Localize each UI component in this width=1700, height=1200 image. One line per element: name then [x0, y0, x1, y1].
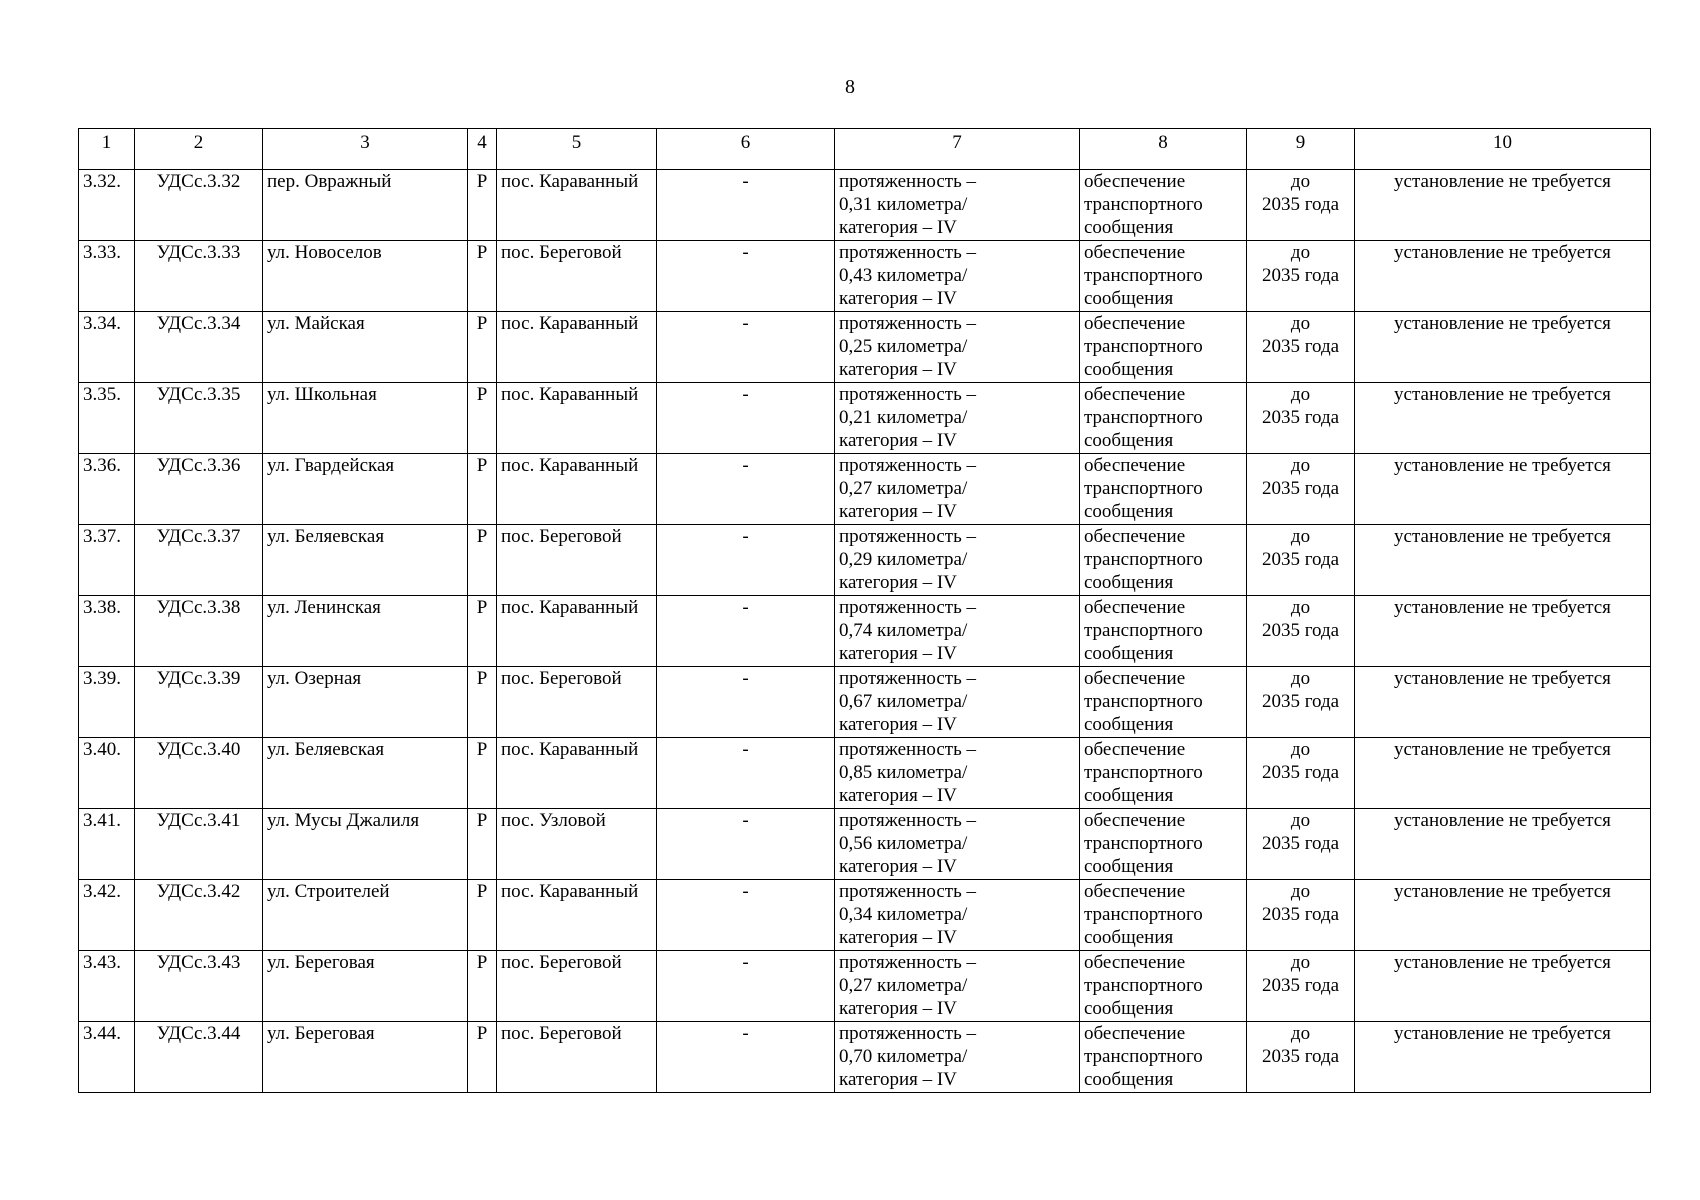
object-code-cell: УДСс.3.34	[135, 312, 263, 383]
row-number-cell: 3.33.	[79, 241, 135, 312]
significance-code-cell: Р	[468, 880, 497, 951]
significance-code-cell: Р	[468, 809, 497, 880]
row-number-cell: 3.44.	[79, 1022, 135, 1093]
zone-requirement-cell: установление не требуется	[1355, 951, 1651, 1022]
row-number-cell: 3.32.	[79, 170, 135, 241]
column-header-7: 7	[835, 129, 1080, 170]
locality-cell: пос. Караванный	[497, 454, 657, 525]
table-row	[79, 1022, 1651, 1093]
implementation-term-cell: до 2035 года	[1247, 809, 1355, 880]
locality-cell: пос. Береговой	[497, 951, 657, 1022]
table-row	[79, 170, 1651, 241]
object-code-cell: УДСс.3.33	[135, 241, 263, 312]
object-parameters-cell: протяженность – 0,56 километра/ категория – IV	[835, 809, 1080, 880]
object-code-cell: УДСс.3.32	[135, 170, 263, 241]
row-number-cell: 3.43.	[79, 951, 135, 1022]
object-purpose-cell: обеспечение транспортного сообщения	[1080, 1022, 1247, 1093]
column-6-value-cell: -	[657, 596, 835, 667]
object-parameters-cell: протяженность – 0,25 километра/ категория – IV	[835, 312, 1080, 383]
table-row	[79, 525, 1651, 596]
column-6-value-cell: -	[657, 809, 835, 880]
table-row	[79, 880, 1651, 951]
implementation-term-cell: до 2035 года	[1247, 241, 1355, 312]
column-header-2: 2	[135, 129, 263, 170]
table-row	[79, 738, 1651, 809]
table-row	[79, 241, 1651, 312]
significance-code-cell: Р	[468, 667, 497, 738]
zone-requirement-cell: установление не требуется	[1355, 454, 1651, 525]
locality-cell: пос. Узловой	[497, 809, 657, 880]
object-code-cell: УДСс.3.42	[135, 880, 263, 951]
implementation-term-cell: до 2035 года	[1247, 1022, 1355, 1093]
register-table	[78, 128, 1651, 1093]
street-name-cell: ул. Беляевская	[263, 738, 468, 809]
implementation-term-cell: до 2035 года	[1247, 454, 1355, 525]
object-parameters-cell: протяженность – 0,34 километра/ категория – IV	[835, 880, 1080, 951]
object-code-cell: УДСс.3.43	[135, 951, 263, 1022]
column-header-1: 1	[79, 129, 135, 170]
column-6-value-cell: -	[657, 170, 835, 241]
implementation-term-cell: до 2035 года	[1247, 383, 1355, 454]
street-name-cell: ул. Береговая	[263, 1022, 468, 1093]
object-code-cell: УДСс.3.39	[135, 667, 263, 738]
zone-requirement-cell: установление не требуется	[1355, 596, 1651, 667]
table-row	[79, 667, 1651, 738]
column-6-value-cell: -	[657, 1022, 835, 1093]
column-6-value-cell: -	[657, 241, 835, 312]
locality-cell: пос. Караванный	[497, 596, 657, 667]
significance-code-cell: Р	[468, 383, 497, 454]
street-name-cell: ул. Мусы Джалиля	[263, 809, 468, 880]
object-parameters-cell: протяженность – 0,29 километра/ категория – IV	[835, 525, 1080, 596]
object-purpose-cell: обеспечение транспортного сообщения	[1080, 951, 1247, 1022]
column-6-value-cell: -	[657, 383, 835, 454]
header-row	[79, 129, 1651, 170]
object-code-cell: УДСс.3.35	[135, 383, 263, 454]
locality-cell: пос. Караванный	[497, 312, 657, 383]
page-number: 8	[845, 76, 855, 98]
locality-cell: пос. Береговой	[497, 667, 657, 738]
significance-code-cell: Р	[468, 454, 497, 525]
object-purpose-cell: обеспечение транспортного сообщения	[1080, 383, 1247, 454]
column-6-value-cell: -	[657, 880, 835, 951]
zone-requirement-cell: установление не требуется	[1355, 667, 1651, 738]
zone-requirement-cell: установление не требуется	[1355, 880, 1651, 951]
object-parameters-cell: протяженность – 0,27 километра/ категория – IV	[835, 951, 1080, 1022]
implementation-term-cell: до 2035 года	[1247, 525, 1355, 596]
table-row	[79, 809, 1651, 880]
column-6-value-cell: -	[657, 312, 835, 383]
significance-code-cell: Р	[468, 738, 497, 809]
row-number-cell: 3.34.	[79, 312, 135, 383]
table-row	[79, 383, 1651, 454]
object-purpose-cell: обеспечение транспортного сообщения	[1080, 809, 1247, 880]
locality-cell: пос. Караванный	[497, 880, 657, 951]
implementation-term-cell: до 2035 года	[1247, 170, 1355, 241]
object-parameters-cell: протяженность – 0,74 километра/ категория – IV	[835, 596, 1080, 667]
street-name-cell: ул. Ленинская	[263, 596, 468, 667]
row-number-cell: 3.39.	[79, 667, 135, 738]
locality-cell: пос. Караванный	[497, 738, 657, 809]
object-parameters-cell: протяженность – 0,67 километра/ категория – IV	[835, 667, 1080, 738]
street-name-cell: ул. Новоселов	[263, 241, 468, 312]
object-code-cell: УДСс.3.37	[135, 525, 263, 596]
object-purpose-cell: обеспечение транспортного сообщения	[1080, 525, 1247, 596]
street-name-cell: ул. Школьная	[263, 383, 468, 454]
object-purpose-cell: обеспечение транспортного сообщения	[1080, 170, 1247, 241]
row-number-cell: 3.41.	[79, 809, 135, 880]
object-purpose-cell: обеспечение транспортного сообщения	[1080, 667, 1247, 738]
object-purpose-cell: обеспечение транспортного сообщения	[1080, 312, 1247, 383]
object-purpose-cell: обеспечение транспортного сообщения	[1080, 454, 1247, 525]
street-name-cell: ул. Озерная	[263, 667, 468, 738]
object-parameters-cell: протяженность – 0,43 километра/ категория – IV	[835, 241, 1080, 312]
column-6-value-cell: -	[657, 738, 835, 809]
table-row	[79, 312, 1651, 383]
significance-code-cell: Р	[468, 241, 497, 312]
zone-requirement-cell: установление не требуется	[1355, 525, 1651, 596]
column-6-value-cell: -	[657, 667, 835, 738]
significance-code-cell: Р	[468, 951, 497, 1022]
column-header-6: 6	[657, 129, 835, 170]
object-purpose-cell: обеспечение транспортного сообщения	[1080, 880, 1247, 951]
row-number-cell: 3.36.	[79, 454, 135, 525]
implementation-term-cell: до 2035 года	[1247, 596, 1355, 667]
street-name-cell: ул. Майская	[263, 312, 468, 383]
table-row	[79, 596, 1651, 667]
object-parameters-cell: протяженность – 0,85 километра/ категория – IV	[835, 738, 1080, 809]
significance-code-cell: Р	[468, 170, 497, 241]
significance-code-cell: Р	[468, 525, 497, 596]
table-body	[79, 170, 1651, 1093]
column-header-4: 4	[468, 129, 497, 170]
locality-cell: пос. Караванный	[497, 383, 657, 454]
locality-cell: пос. Береговой	[497, 241, 657, 312]
locality-cell: пос. Караванный	[497, 170, 657, 241]
zone-requirement-cell: установление не требуется	[1355, 383, 1651, 454]
object-code-cell: УДСс.3.40	[135, 738, 263, 809]
object-purpose-cell: обеспечение транспортного сообщения	[1080, 596, 1247, 667]
object-parameters-cell: протяженность – 0,31 километра/ категория – IV	[835, 170, 1080, 241]
object-purpose-cell: обеспечение транспортного сообщения	[1080, 241, 1247, 312]
column-6-value-cell: -	[657, 525, 835, 596]
object-code-cell: УДСс.3.38	[135, 596, 263, 667]
row-number-cell: 3.40.	[79, 738, 135, 809]
implementation-term-cell: до 2035 года	[1247, 880, 1355, 951]
row-number-cell: 3.35.	[79, 383, 135, 454]
zone-requirement-cell: установление не требуется	[1355, 241, 1651, 312]
locality-cell: пос. Береговой	[497, 1022, 657, 1093]
object-parameters-cell: протяженность – 0,27 километра/ категория – IV	[835, 454, 1080, 525]
street-name-cell: ул. Строителей	[263, 880, 468, 951]
object-parameters-cell: протяженность – 0,21 километра/ категория – IV	[835, 383, 1080, 454]
column-6-value-cell: -	[657, 951, 835, 1022]
table-row	[79, 951, 1651, 1022]
zone-requirement-cell: установление не требуется	[1355, 738, 1651, 809]
implementation-term-cell: до 2035 года	[1247, 951, 1355, 1022]
object-code-cell: УДСс.3.36	[135, 454, 263, 525]
street-name-cell: ул. Береговая	[263, 951, 468, 1022]
row-number-cell: 3.37.	[79, 525, 135, 596]
column-header-9: 9	[1247, 129, 1355, 170]
column-header-5: 5	[497, 129, 657, 170]
row-number-cell: 3.42.	[79, 880, 135, 951]
implementation-term-cell: до 2035 года	[1247, 667, 1355, 738]
zone-requirement-cell: установление не требуется	[1355, 1022, 1651, 1093]
street-name-cell: ул. Беляевская	[263, 525, 468, 596]
street-name-cell: пер. Овражный	[263, 170, 468, 241]
table-row	[79, 454, 1651, 525]
locality-cell: пос. Береговой	[497, 525, 657, 596]
zone-requirement-cell: установление не требуется	[1355, 312, 1651, 383]
implementation-term-cell: до 2035 года	[1247, 738, 1355, 809]
zone-requirement-cell: установление не требуется	[1355, 809, 1651, 880]
row-number-cell: 3.38.	[79, 596, 135, 667]
zone-requirement-cell: установление не требуется	[1355, 170, 1651, 241]
column-6-value-cell: -	[657, 454, 835, 525]
column-header-10: 10	[1355, 129, 1651, 170]
object-parameters-cell: протяженность – 0,70 километра/ категория – IV	[835, 1022, 1080, 1093]
object-code-cell: УДСс.3.41	[135, 809, 263, 880]
object-purpose-cell: обеспечение транспортного сообщения	[1080, 738, 1247, 809]
significance-code-cell: Р	[468, 596, 497, 667]
implementation-term-cell: до 2035 года	[1247, 312, 1355, 383]
column-header-3: 3	[263, 129, 468, 170]
significance-code-cell: Р	[468, 1022, 497, 1093]
significance-code-cell: Р	[468, 312, 497, 383]
street-name-cell: ул. Гвардейская	[263, 454, 468, 525]
column-header-8: 8	[1080, 129, 1247, 170]
object-code-cell: УДСс.3.44	[135, 1022, 263, 1093]
